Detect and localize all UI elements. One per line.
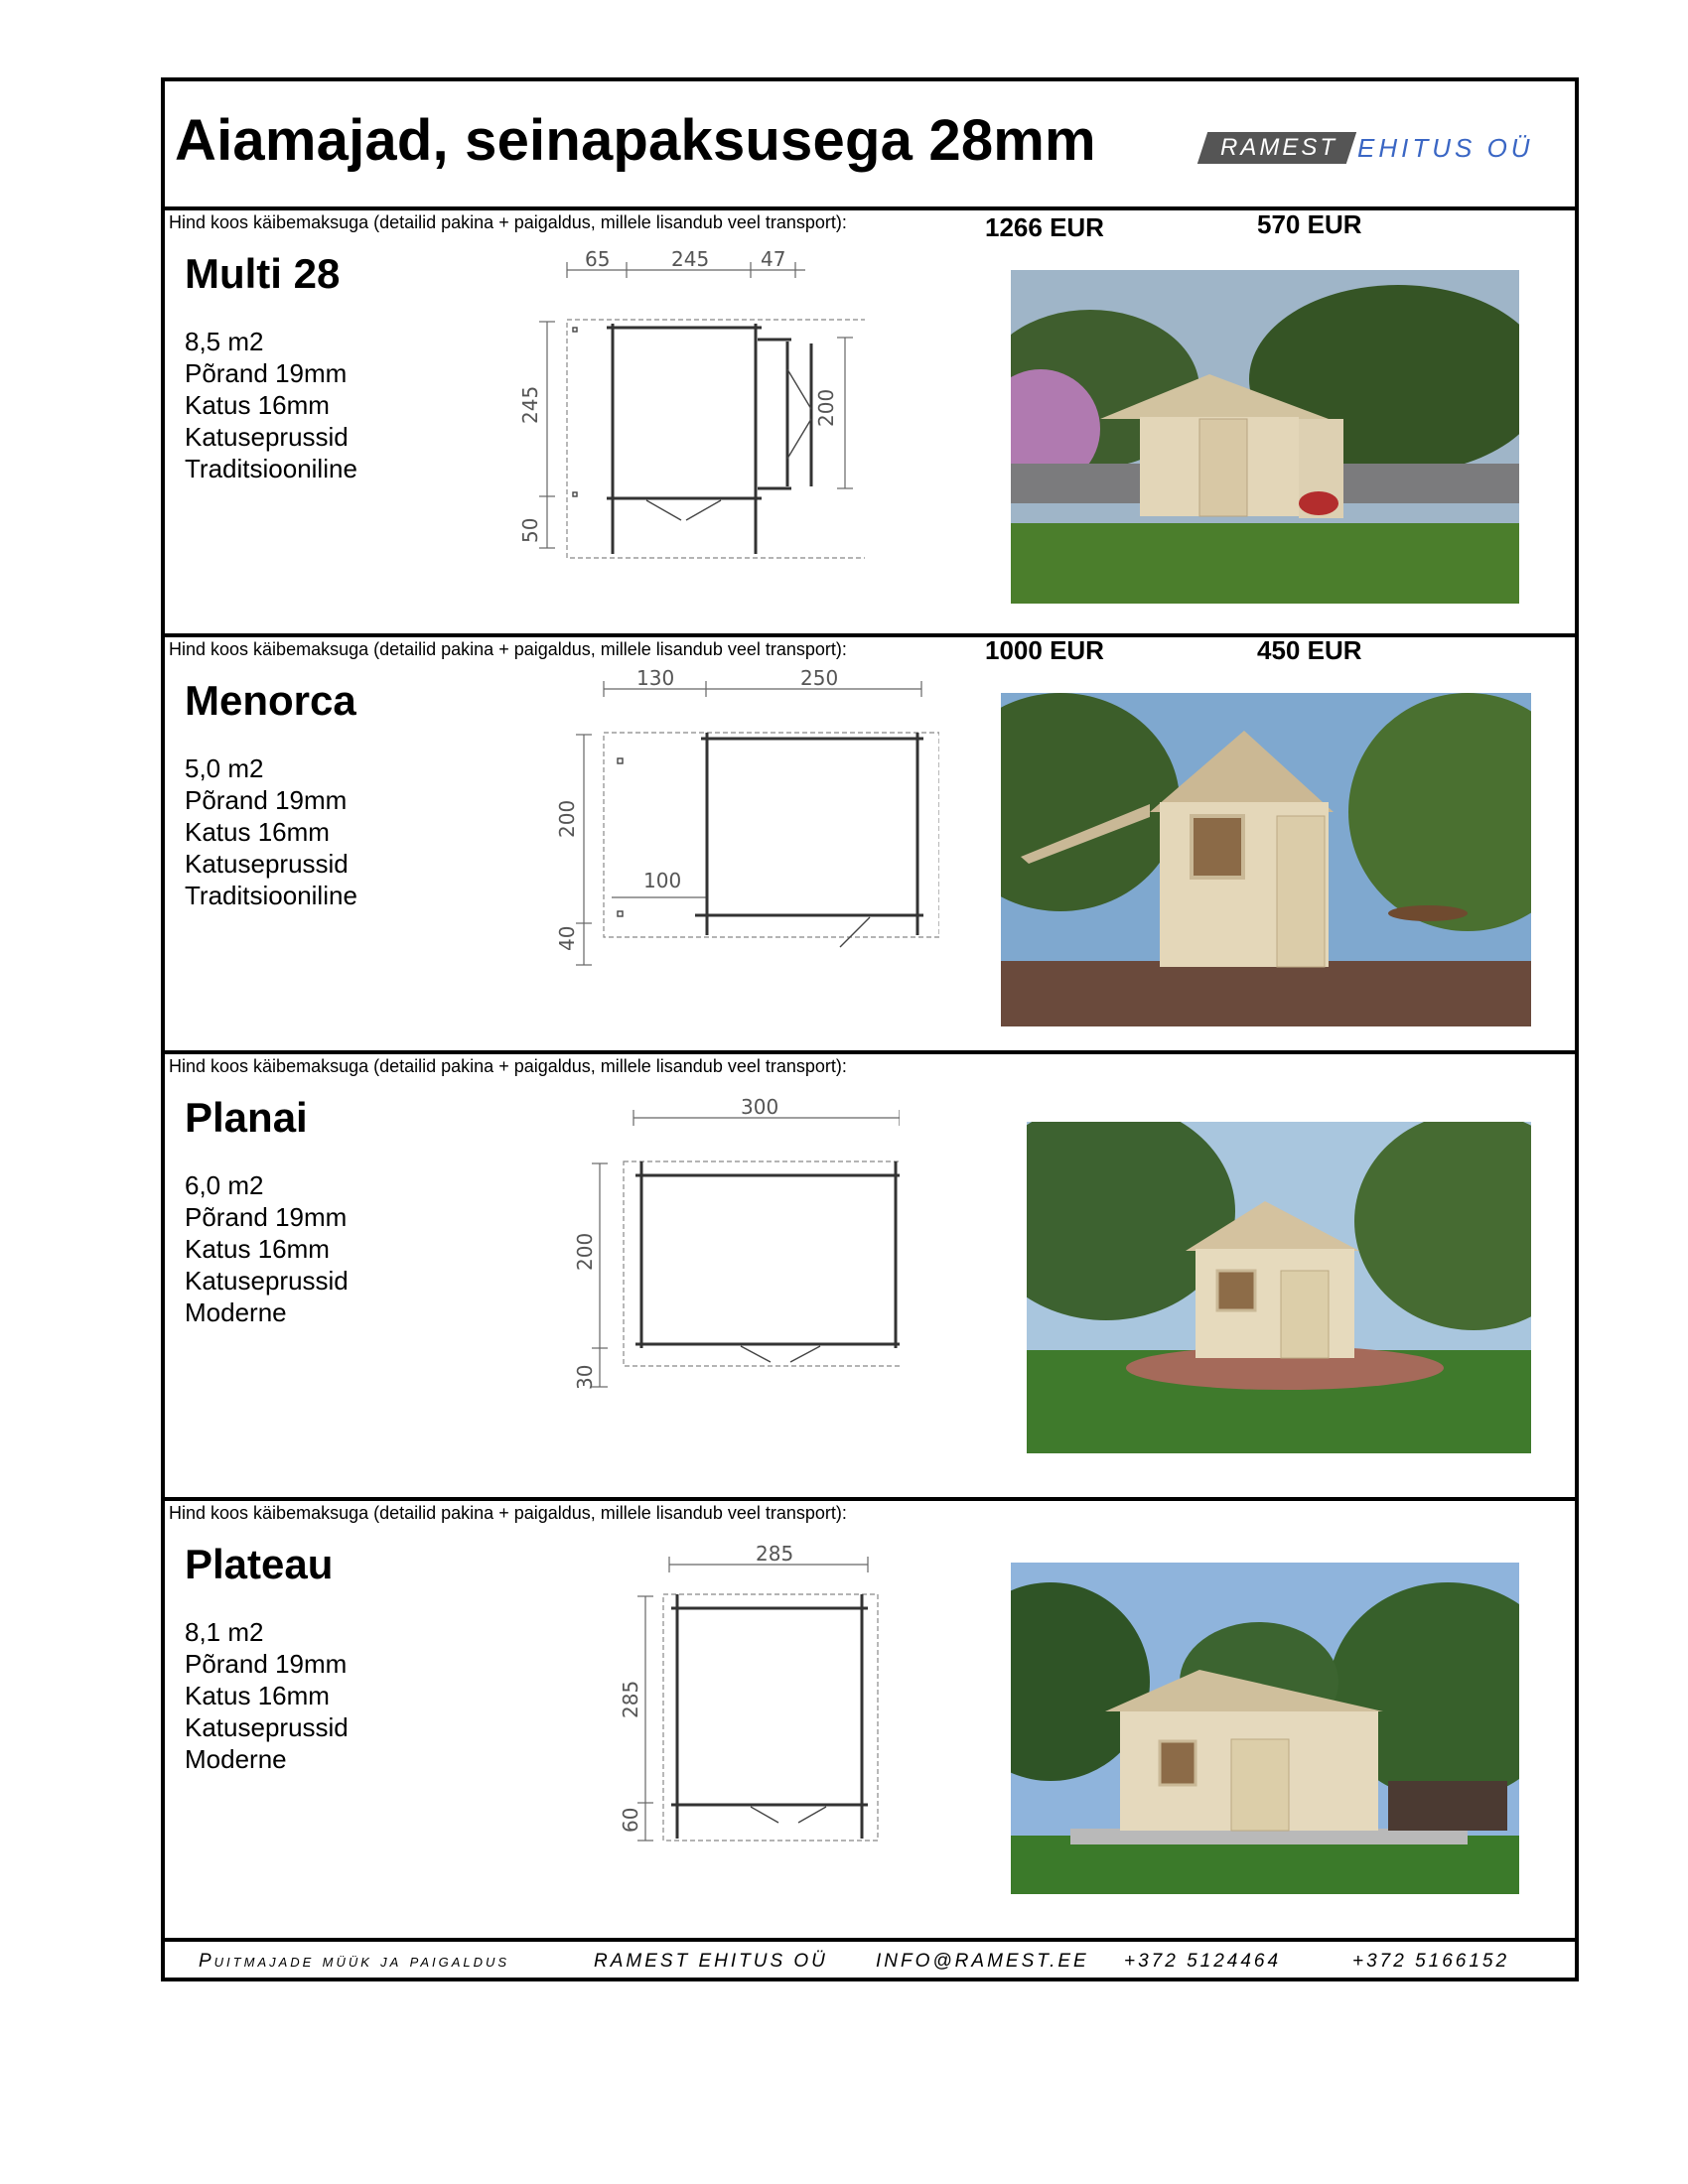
product-specs <box>185 326 357 484</box>
price-note: Hind koos käibemaksuga (detailid pakina + paigaldus, millele lisandub veel transport): <box>169 1503 847 1523</box>
price-install: 570 EUR <box>1257 209 1362 239</box>
plan-dim-label: 200 <box>555 799 579 838</box>
product-section-planai <box>165 1054 1575 1501</box>
product-name: Multi 28 <box>185 250 341 297</box>
spec-area: 8,5 m2 <box>185 327 264 356</box>
spec-style: Traditsiooniline <box>185 454 357 483</box>
floor-plan-multi28 <box>507 250 865 578</box>
product-photo-plateau <box>1011 1563 1519 1894</box>
product-photo-menorca <box>1001 693 1531 1026</box>
plan-dim-label: 65 <box>585 250 611 271</box>
spec-roof: Katus 16mm <box>185 1681 330 1710</box>
company-logo <box>1202 133 1534 163</box>
plan-dim-label: 285 <box>619 1680 642 1718</box>
footer-phone-1[interactable]: +372 5124464 <box>1124 1951 1282 1972</box>
page-frame <box>161 77 1579 1981</box>
footer <box>165 1944 1575 1979</box>
price-note: Hind koos käibemaksuga (detailid pakina + paigaldus, millele lisandub veel transport): <box>169 1056 847 1076</box>
price-note: Hind koos käibemaksuga (detailid pakina + paigaldus, millele lisandub veel transport): <box>169 639 847 659</box>
floor-plan-menorca <box>522 667 939 995</box>
price-note: Hind koos käibemaksuga (detailid pakina + paigaldus, millele lisandub veel transport): <box>169 212 847 232</box>
spec-roof-beams: Katuseprussid <box>185 422 349 452</box>
divider <box>165 1938 1575 1942</box>
spec-roof-beams: Katuseprussid <box>185 1712 349 1742</box>
plan-dim-label: 130 <box>636 667 675 690</box>
price-package: 1000 EUR <box>985 635 1104 665</box>
page-title: Aiamajad, seinapaksusega 28mm <box>175 108 1096 173</box>
spec-style: Moderne <box>185 1744 287 1774</box>
footer-phone-2[interactable]: +372 5166152 <box>1352 1951 1510 1972</box>
product-name: Plateau <box>185 1541 334 1587</box>
spec-roof: Katus 16mm <box>185 1234 330 1264</box>
spec-area: 5,0 m2 <box>185 753 264 783</box>
plan-dim-label: 60 <box>619 1807 642 1833</box>
plan-dim-label: 250 <box>800 667 839 690</box>
spec-area: 6,0 m2 <box>185 1170 264 1200</box>
spec-roof-beams: Katuseprussid <box>185 1266 349 1296</box>
plan-dim-label: 30 <box>573 1364 597 1390</box>
plan-dim-label: 50 <box>518 517 542 543</box>
plan-dim-label: 200 <box>573 1232 597 1271</box>
price-install: 450 EUR <box>1257 635 1362 665</box>
spec-roof: Katus 16mm <box>185 817 330 847</box>
product-photo-planai <box>1027 1122 1531 1453</box>
product-photo-multi28 <box>1011 270 1519 604</box>
product-name: Planai <box>185 1094 308 1141</box>
spec-floor: Põrand 19mm <box>185 358 348 388</box>
product-specs <box>185 1616 349 1775</box>
plan-dim-label: 245 <box>518 385 542 424</box>
spec-style: Traditsiooniline <box>185 881 357 910</box>
floor-plan-plateau <box>592 1535 890 1862</box>
spec-area: 8,1 m2 <box>185 1617 264 1647</box>
logo-ehitus-text: EHITUS OÜ <box>1357 132 1534 163</box>
footer-slogan: Puitmajade müük ja paigaldus <box>199 1951 510 1972</box>
product-name: Menorca <box>185 677 356 724</box>
plan-dim-label: 285 <box>756 1542 794 1566</box>
footer-email[interactable]: INFO@RAMEST.EE <box>876 1951 1089 1972</box>
spec-style: Moderne <box>185 1297 287 1327</box>
product-specs <box>185 1169 349 1328</box>
plan-dim-label: 245 <box>671 250 710 271</box>
footer-company: RAMEST EHITUS OÜ <box>594 1951 828 1972</box>
product-section-plateau <box>165 1501 1575 1938</box>
plan-dim-label: 300 <box>741 1095 779 1119</box>
plan-dim-label: 200 <box>814 388 838 427</box>
product-specs <box>185 752 357 911</box>
floor-plan-planai <box>562 1094 900 1422</box>
spec-floor: Põrand 19mm <box>185 1202 348 1232</box>
spec-floor: Põrand 19mm <box>185 785 348 815</box>
logo-ramest-text: RAMEST <box>1220 134 1338 161</box>
spec-roof: Katus 16mm <box>185 390 330 420</box>
plan-dim-label: 100 <box>643 869 682 892</box>
plan-dim-label: 47 <box>761 250 786 271</box>
product-section-multi28 <box>165 210 1575 637</box>
plan-dim-label: 40 <box>555 925 579 951</box>
spec-roof-beams: Katuseprussid <box>185 849 349 879</box>
price-package: 1266 EUR <box>985 212 1104 242</box>
spec-floor: Põrand 19mm <box>185 1649 348 1679</box>
product-section-menorca <box>165 637 1575 1054</box>
